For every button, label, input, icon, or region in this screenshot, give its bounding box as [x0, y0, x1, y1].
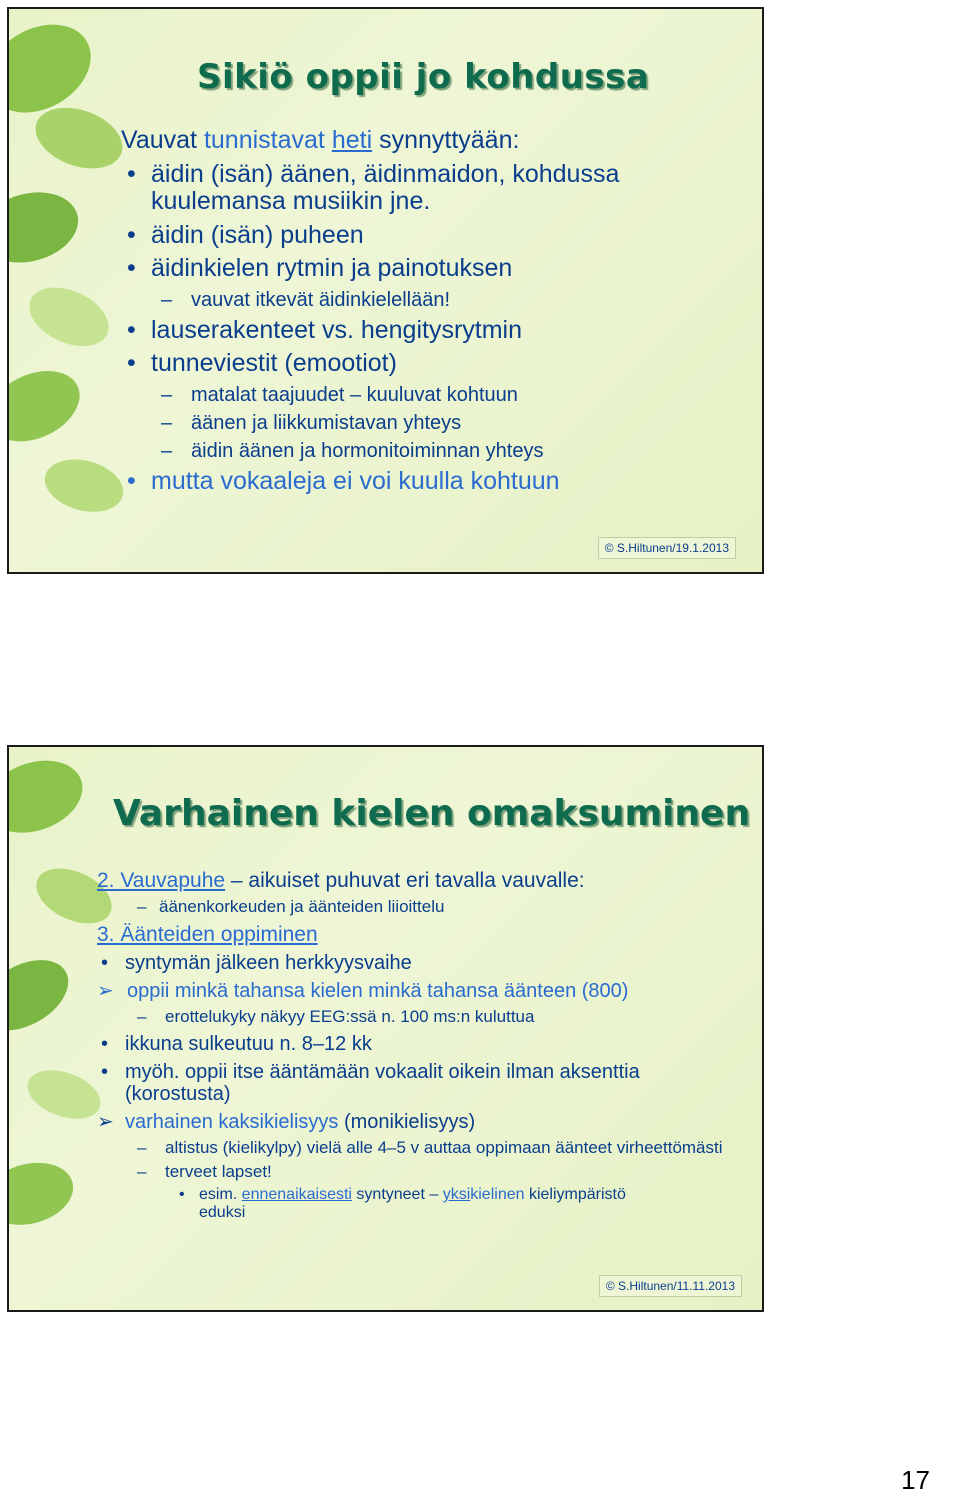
list-item — [97, 1061, 737, 1105]
dash-icon: – — [137, 1162, 147, 1182]
list-item — [121, 161, 741, 216]
list-item — [97, 1111, 737, 1133]
dash-icon: – — [161, 383, 173, 406]
item-text: terveet lapset! — [165, 1162, 272, 1182]
ennenaikaisesti-link[interactable]: ennenaikaisesti — [241, 1185, 352, 1203]
aanteiden-oppiminen-link[interactable]: 3. Äänteiden oppiminen — [97, 922, 318, 946]
item-text: äidin (isän) äänen, äidinmaidon, kohdussa kuulemansa musiikin jne. — [151, 159, 620, 215]
intro-highlight: tunnistavat — [203, 126, 325, 154]
sub-item — [121, 440, 741, 462]
dash-icon: – — [161, 288, 173, 311]
slide-body — [121, 127, 741, 495]
slide-title: Varhainen kielen omaksuminen — [113, 793, 751, 834]
item-text: vauvat itkevät äidinkielellään! — [191, 288, 451, 311]
bullet-icon: • — [127, 466, 136, 495]
sub-item — [97, 1139, 737, 1158]
list-item — [121, 317, 741, 345]
list-item — [121, 468, 741, 496]
esim-text: esim. — [199, 1185, 242, 1203]
esim-text-mid: syntyneet – — [351, 1185, 443, 1203]
sub-item — [121, 289, 741, 311]
list-item — [97, 952, 737, 974]
sub-item — [97, 1008, 737, 1027]
bullet-icon: • — [101, 1060, 109, 1083]
intro-text: Vauvat — [121, 126, 204, 154]
intro-line — [121, 127, 741, 155]
item-text: erottelukyky näkyy EEG:ssä n. 100 ms:n kuluttua — [165, 1006, 535, 1026]
dash-icon: – — [137, 897, 147, 917]
item-text: oppii minkä tahansa kielen minkä tahansa äänteen (800) — [127, 979, 629, 1002]
item-text: matalat taajuudet – kuuluvat kohtuun — [191, 383, 518, 406]
bullet-icon: • — [127, 315, 136, 344]
section-heading — [97, 923, 737, 946]
sub-item — [97, 898, 737, 917]
esim-text-end: kieliympäristö eduksi — [199, 1185, 626, 1221]
dash-icon: – — [161, 439, 173, 462]
bullet-icon: • — [101, 1032, 109, 1055]
vauvapuhe-link[interactable]: 2. Vauvapuhe — [97, 869, 226, 892]
intro-link-heti[interactable]: heti — [331, 126, 373, 154]
dash-icon: – — [161, 411, 173, 434]
bilingual-highlight: varhainen kaksikielisyys — [125, 1110, 339, 1133]
list-item — [121, 350, 741, 378]
list-item — [121, 255, 741, 283]
sub-sub-item — [97, 1186, 669, 1221]
item-text: äänen ja liikkumistavan yhteys — [191, 411, 462, 434]
item-text: altistus (kielikylpy) vielä alle 4–5 v auttaa oppimaan äänteet virheettömästi — [165, 1137, 723, 1157]
arrow-bullet-icon: ➢ — [97, 1110, 114, 1133]
slide-body — [97, 863, 737, 1221]
sub-item — [121, 384, 741, 406]
dash-icon: – — [137, 1006, 147, 1026]
bullet-icon: • — [127, 349, 136, 377]
sub-item — [97, 1163, 737, 1182]
arrow-bullet-icon: ➢ — [97, 979, 114, 1002]
bullet-icon: • — [127, 254, 136, 282]
section-heading — [97, 869, 737, 892]
copyright: © S.Hiltunen/11.11.2013 — [599, 1275, 742, 1297]
item-text: myöh. oppii itse ääntämään vokaalit oikein ilman aksenttia (korostusta) — [125, 1060, 640, 1105]
item-text: ikkuna sulkeutuu n. 8–12 kk — [125, 1032, 372, 1055]
item-text: lauserakenteet vs. hengitysrytmin — [151, 315, 523, 344]
slide-1 — [7, 7, 764, 574]
item-text: syntymän jälkeen herkkyysvaihe — [125, 951, 412, 974]
slide-title: Sikiö oppii jo kohdussa — [197, 57, 650, 97]
item-text: äidin (isän) puheen — [151, 220, 364, 249]
item-text: mutta vokaaleja ei voi kuulla kohtuun — [151, 466, 560, 495]
item-text: äidin äänen ja hormonitoiminnan yhteys — [191, 439, 544, 462]
kielinen-highlight: kielinen — [470, 1185, 525, 1203]
list-item — [121, 222, 741, 250]
sub-item — [121, 412, 741, 434]
bilingual-text: (monikielisyys) — [338, 1110, 476, 1133]
page-number: 17 — [901, 1465, 930, 1495]
bullet-icon: • — [127, 220, 136, 249]
intro-space — [325, 126, 332, 154]
bullet-icon: • — [179, 1185, 185, 1203]
item-text: tunneviestit (emootiot) — [151, 349, 397, 377]
bullet-icon: • — [101, 951, 109, 974]
slide-2 — [7, 745, 764, 1312]
leaf-decoration — [9, 9, 129, 572]
heading-text: – aikuiset puhuvat eri tavalla vauvalle: — [225, 869, 585, 892]
item-text: äänenkorkeuden ja äänteiden liioittelu — [159, 897, 445, 917]
bullet-icon: • — [127, 159, 136, 188]
item-text: äidinkielen rytmin ja painotuksen — [151, 254, 513, 282]
yksi-link[interactable]: yksi — [442, 1185, 471, 1203]
list-item — [97, 1033, 737, 1055]
list-item — [97, 980, 737, 1002]
dash-icon: – — [137, 1137, 147, 1157]
intro-text-end: synnyttyään: — [372, 126, 520, 154]
copyright: © S.Hiltunen/19.1.2013 — [598, 537, 736, 559]
